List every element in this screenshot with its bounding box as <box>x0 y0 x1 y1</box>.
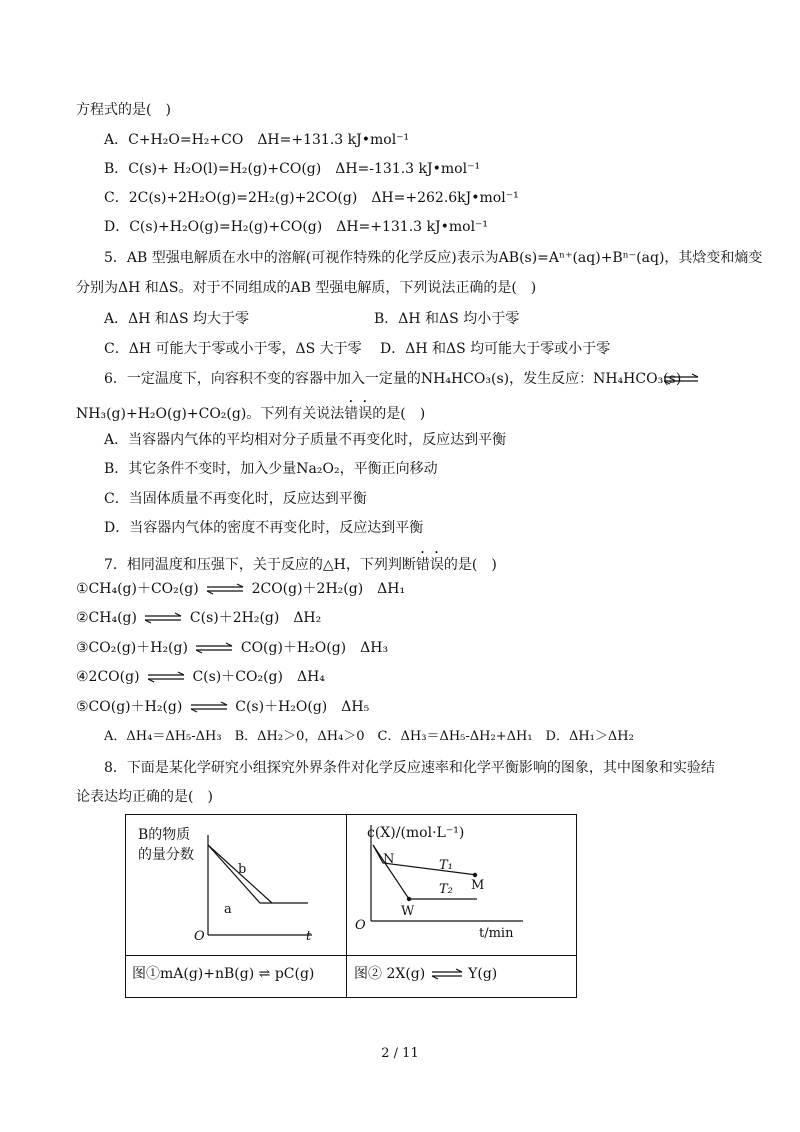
q7-reaction-4-right: C(s)＋CO₂(g) ΔH₄ <box>192 669 325 685</box>
equilibrium-arrow-icon <box>194 642 234 654</box>
fig2-point-n-label: N <box>383 852 395 867</box>
q6-stem-line1: 6．一定温度下，向容积不变的容器中加入一定量的NH₄HCO₃(s)，发生反应：NH₄HCO₃(s) <box>104 371 682 387</box>
q7-reaction-2-right: C(s)＋2H₂(g) ΔH₂ <box>189 610 322 626</box>
q7-stem-post: 的是( ) <box>443 557 497 573</box>
q5-stem-line2: 分别为ΔH 和ΔS。对于不同组成的AB 型强电解质，下列说法正确的是( ) <box>76 280 537 296</box>
figure-2-caption-post: Y(g) <box>468 966 498 982</box>
q7-emphasis-word: 错误 <box>415 557 444 573</box>
figure-2-caption <box>354 964 497 984</box>
q4-option-d: D．C(s)+H₂O(g)=H₂(g)+CO(g) ΔH=+131.3 kJ•mol⁻¹ <box>104 219 489 235</box>
q7-stem <box>104 549 497 575</box>
q6-emphasis-word: 错误 <box>344 406 373 422</box>
fig2-point-w-label: W <box>401 904 415 919</box>
equilibrium-arrow-icon <box>430 968 464 980</box>
fig2-t2-label: T₂ <box>439 882 453 897</box>
q7-options: A．ΔH₄＝ΔH₅-ΔH₃ B．ΔH₂＞0，ΔH₄＞0 C．ΔH₃＝ΔH₅-ΔH₂+ΔH₁ D．ΔH₁＞ΔH₂ <box>104 729 634 744</box>
q6-option-d: D．当容器内气体的密度不再变化时，反应达到平衡 <box>104 520 424 536</box>
fig2-t1-label: T₁ <box>439 858 453 873</box>
equilibrium-arrow-icon <box>189 701 229 713</box>
q7-reaction-4 <box>76 667 325 687</box>
figure-2-caption-pre: 图② 2X(g) <box>354 966 426 982</box>
q6-option-c: C．当固体质量不再变化时，反应达到平衡 <box>104 491 367 507</box>
fig2-xlabel: t/min <box>479 926 514 941</box>
fig1-ylabel-line2: 的量分数 <box>138 847 194 863</box>
q5-option-b: B．ΔH 和ΔS 均小于零 <box>374 311 520 327</box>
q7-reaction-4-left: ④2CO(g) <box>76 669 140 685</box>
q8-stem-line2: 论表达均正确的是( ) <box>76 789 213 805</box>
page-number: 2 / 11 <box>381 1046 419 1061</box>
q6-stem-line2 <box>76 398 425 424</box>
q6-option-b: B．其它条件不变时，加入少量Na₂O₂，平衡正向移动 <box>104 461 438 477</box>
q8-figure-table <box>125 814 577 998</box>
q7-reaction-2 <box>76 608 321 628</box>
fig1-xlabel: t <box>306 929 312 944</box>
q7-reaction-1 <box>76 579 405 599</box>
fig2-origin: O <box>355 918 366 933</box>
fig2-point-m-label: M <box>471 878 485 893</box>
q7-reaction-3-right: CO(g)＋H₂O(g) ΔH₃ <box>240 640 389 656</box>
q4-option-c: C．2C(s)+2H₂O(g)=2H₂(g)+2CO(g) ΔH=+262.6kJ•mol⁻¹ <box>104 190 519 206</box>
q7-reaction-3 <box>76 638 388 658</box>
q7-stem-pre: 7．相同温度和压强下，关于反应的△H，下列判断 <box>104 557 416 573</box>
q7-reaction-5-left: ⑤CO(g)＋H₂(g) <box>76 699 183 715</box>
fig1-curve-a <box>208 845 308 903</box>
q6-stem-line2-post: 的是( ) <box>372 406 426 422</box>
q6-option-a: A．当容器内气体的平均相对分子质量不再变化时，反应达到平衡 <box>104 432 507 448</box>
q6-stem-line2-pre: NH₃(g)+H₂O(g)+CO₂(g)。下列有关说法 <box>76 406 345 422</box>
fig1-origin: O <box>194 929 205 944</box>
q5-option-c: C．ΔH 可能大于零或小于零，ΔS 大于零 <box>104 341 362 357</box>
figure-table-horizontal-divider <box>126 955 576 956</box>
figure-1-caption: 图①mA(g)+nB(g) ⇌ pC(g) <box>132 966 315 982</box>
equilibrium-arrow-icon <box>662 373 700 385</box>
fig2-point-m <box>473 873 477 877</box>
q4-stem-tail: 方程式的是( ) <box>76 102 171 118</box>
q7-reaction-5 <box>76 697 369 717</box>
q7-reaction-1-right: 2CO(g)＋2H₂(g) ΔH₁ <box>251 581 406 597</box>
q7-reaction-1-left: ①CH₄(g)＋CO₂(g) <box>76 581 199 597</box>
q7-reaction-2-left: ②CH₄(g) <box>76 610 137 626</box>
q4-option-a: A．C+H₂O=H₂+CO ΔH=+131.3 kJ•mol⁻¹ <box>104 132 410 148</box>
fig1-curve-b-label: b <box>238 862 247 877</box>
equilibrium-arrow-icon <box>143 612 183 624</box>
fig1-curve-a-label: a <box>224 902 232 917</box>
q5-option-a: A．ΔH 和ΔS 均大于零 <box>104 311 250 327</box>
equilibrium-arrow-icon <box>146 671 186 683</box>
fig2-ylabel: c(X)/(mol·L⁻¹) <box>367 825 465 841</box>
figure-2-graph <box>347 815 577 955</box>
fig2-point-w <box>407 897 411 901</box>
figure-1-graph <box>126 815 346 955</box>
fig1-ylabel-line1: B的物质 <box>138 827 191 843</box>
q5-stem-line1: 5．AB 型强电解质在水中的溶解(可视作特殊的化学反应)表示为AB(s)=Aⁿ⁺(aq)+Bⁿ⁻(aq)，其焓变和熵变 <box>104 250 763 266</box>
equilibrium-arrow-icon <box>205 583 245 595</box>
q7-reaction-3-left: ③CO₂(g)＋H₂(g) <box>76 640 188 656</box>
q7-reaction-5-right: C(s)＋H₂O(g) ΔH₅ <box>235 699 370 715</box>
q4-option-b: B．C(s)+ H₂O(l)=H₂(g)+CO(g) ΔH=-131.3 kJ•mol⁻¹ <box>104 161 481 177</box>
q8-stem-line1: 8．下面是某化学研究小组探究外界条件对化学反应速率和化学平衡影响的图象，其中图象和实验结 <box>104 760 715 776</box>
q5-option-d: D．ΔH 和ΔS 均可能大于零或小于零 <box>380 341 611 357</box>
